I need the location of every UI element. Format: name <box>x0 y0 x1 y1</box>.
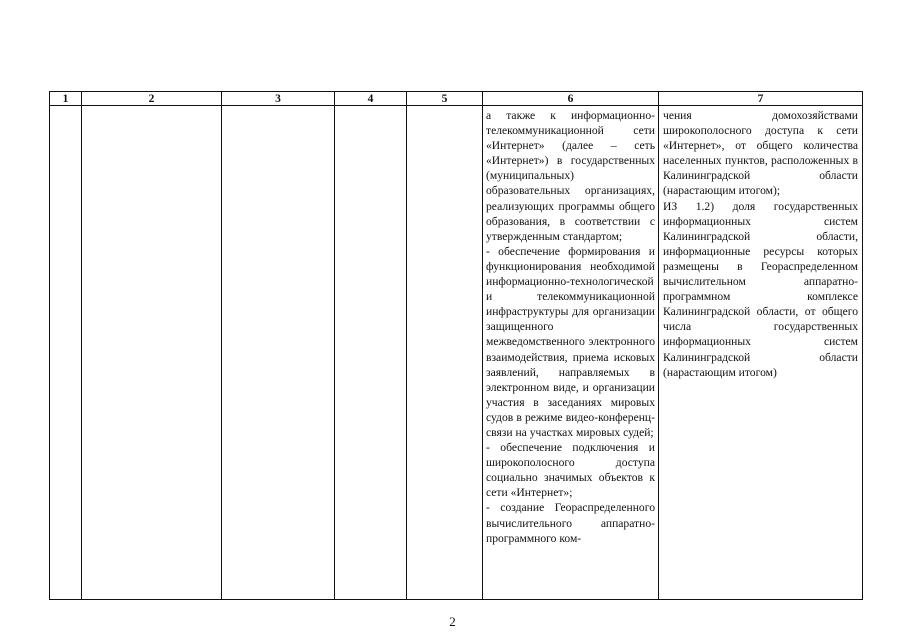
column-header-7: 7 <box>659 92 863 106</box>
cell-col-6 <box>483 106 659 600</box>
cell-col-1 <box>50 106 82 600</box>
column-header-2: 2 <box>82 92 222 106</box>
col7-paragraph-1: чения домохозяйствами широкополосного доступа к сети «Интернет», от общего количества населенных пунктов, расположенных в Калининградской области (нарастающим итогом); <box>663 109 858 198</box>
cell-col-7 <box>659 106 863 600</box>
column-header-5: 5 <box>407 92 483 106</box>
col6-paragraph-1: а также к информационно-телекоммуникационной сети «Интернет» (далее – сеть «Интернет») в государственных (муниципальных) образовательных организациях, реализующих программы общего образования, в соответствии с утвержденным стандартом; <box>486 109 655 243</box>
column-header-6: 6 <box>483 92 659 106</box>
column-header-4: 4 <box>335 92 407 106</box>
page-number: 2 <box>449 614 456 629</box>
table-row <box>50 106 863 600</box>
col6-paragraph-4: - создание Геораспределенного вычислительного аппаратно-программного ком- <box>486 501 655 545</box>
cell-col-4 <box>335 106 407 600</box>
col6-paragraph-3: - обеспечение подключения и широкополосного доступа социально значимых объектов к сети «Интернет»; <box>486 441 655 500</box>
cell-col-2 <box>82 106 222 600</box>
cell-col-5 <box>407 106 483 600</box>
cell-col-3 <box>222 106 335 600</box>
column-header-3: 3 <box>222 92 335 106</box>
table-header-row <box>50 92 863 106</box>
column-header-1: 1 <box>50 92 82 106</box>
col6-paragraph-2: - обеспечение формирования и функционирования необходимой информационно-технологической и телекоммуникационной инфраструктуры для организации защищенного межведомственного электронного взаимодействия, приема исковых заявлений, направляемых в электронном виде, и организации участия в заседаниях мировых судов в режиме видео-конференц-связи на участках мировых судей; <box>486 244 655 439</box>
document-table <box>49 91 863 600</box>
col7-paragraph-2: ИЗ 1.2) доля государственных информационных систем Калининградской области, информационные ресурсы которых размещены в Геораспределенном вычислительном аппаратно-программном комплексе Калининградской области, от общего числа государственных информационных систем Калининградской области (нарастающим итогом) <box>663 199 858 379</box>
